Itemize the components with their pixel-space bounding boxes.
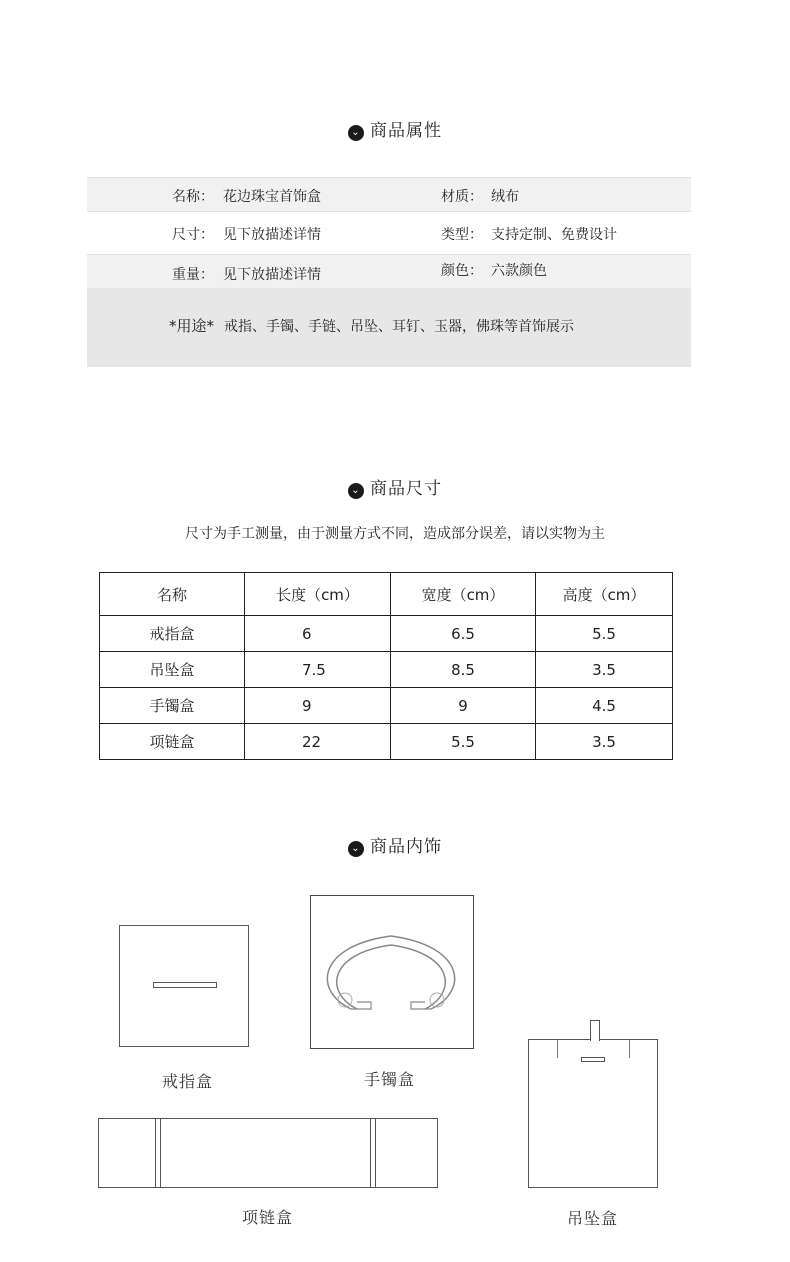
table-cell: 5.5	[391, 724, 536, 760]
necklace-divider	[370, 1119, 376, 1187]
attribute-key: 材质：	[441, 189, 483, 205]
chevron-down-circle-icon: ⌄	[348, 841, 364, 857]
table-row	[100, 688, 673, 724]
usage-panel	[87, 288, 691, 367]
table-header: 长度（cm）	[245, 573, 391, 616]
bangle-box-caption: 手镯盒	[364, 1070, 416, 1089]
sizes-subtitle: 尺寸为手工测量，由于测量方式不同，造成部分误差，请以实物为主	[185, 526, 605, 542]
bangle-box-illustration	[310, 895, 474, 1049]
attribute-key: 类型：	[441, 227, 483, 243]
section-title-attributes-label: 商品属性	[370, 121, 442, 141]
attribute-key: 颜色：	[441, 263, 483, 279]
usage-text	[169, 315, 574, 336]
chevron-down-circle-icon: ⌄	[348, 125, 364, 141]
table-header: 高度（cm）	[536, 573, 673, 616]
pendant-box-caption: 吊坠盒	[567, 1209, 619, 1228]
attribute-row	[87, 177, 691, 212]
section-title-interior-label: 商品内饰	[370, 837, 442, 857]
table-cell: 5.5	[536, 616, 673, 652]
table-cell: 6.5	[391, 616, 536, 652]
attribute-value: 见下放描述详情	[223, 227, 321, 243]
table-cell: 6	[245, 616, 391, 652]
ring-box-caption: 戒指盒	[162, 1072, 214, 1091]
attribute-key: 重量：	[172, 267, 214, 283]
ring-slot	[153, 982, 217, 988]
section-title-interior	[0, 832, 790, 857]
pendant-slot	[581, 1057, 605, 1062]
table-cell: 22	[245, 724, 391, 760]
table-cell: 9	[391, 688, 536, 724]
attribute-key: 尺寸：	[172, 227, 214, 243]
table-row	[100, 724, 673, 760]
attribute-row	[87, 254, 691, 289]
section-title-sizes-label: 商品尺寸	[370, 479, 442, 499]
table-row	[100, 616, 673, 652]
table-cell: 8.5	[391, 652, 536, 688]
pendant-box-illustration	[528, 1039, 658, 1188]
table-cell: 3.5	[536, 652, 673, 688]
necklace-box-caption: 项链盒	[242, 1208, 294, 1227]
pendant-panel-line	[629, 1040, 630, 1058]
necklace-box-illustration	[98, 1118, 438, 1188]
usage-key: *用途*	[169, 317, 215, 335]
attribute-value: 见下放描述详情	[223, 267, 321, 283]
table-cell: 7.5	[245, 652, 391, 688]
table-cell: 戒指盒	[100, 616, 245, 652]
section-title-attributes	[0, 116, 790, 141]
table-header-row	[100, 573, 673, 616]
attribute-value: 绒布	[491, 189, 519, 205]
pendant-panel-line	[557, 1040, 558, 1058]
bangle-icon	[311, 896, 473, 1048]
table-cell: 4.5	[536, 688, 673, 724]
table-cell: 手镯盒	[100, 688, 245, 724]
attribute-value: 六款颜色	[491, 263, 547, 279]
table-cell: 吊坠盒	[100, 652, 245, 688]
size-table	[99, 572, 673, 760]
chevron-down-circle-icon: ⌄	[348, 483, 364, 499]
attribute-key: 名称：	[172, 189, 214, 205]
pendant-hook	[590, 1020, 600, 1041]
table-header: 宽度（cm）	[391, 573, 536, 616]
table-cell: 9	[245, 688, 391, 724]
ring-box-illustration	[119, 925, 249, 1047]
table-row	[100, 652, 673, 688]
attribute-value: 花边珠宝首饰盒	[223, 189, 321, 205]
necklace-divider	[155, 1119, 161, 1187]
table-cell: 项链盒	[100, 724, 245, 760]
usage-value: 戒指、手镯、手链、吊坠、耳钉、玉器，佛珠等首饰展示	[224, 319, 575, 335]
attribute-value: 支持定制、免费设计	[491, 227, 617, 243]
section-title-sizes	[0, 474, 790, 499]
table-header: 名称	[100, 573, 245, 616]
table-cell: 3.5	[536, 724, 673, 760]
attribute-row	[87, 211, 691, 254]
